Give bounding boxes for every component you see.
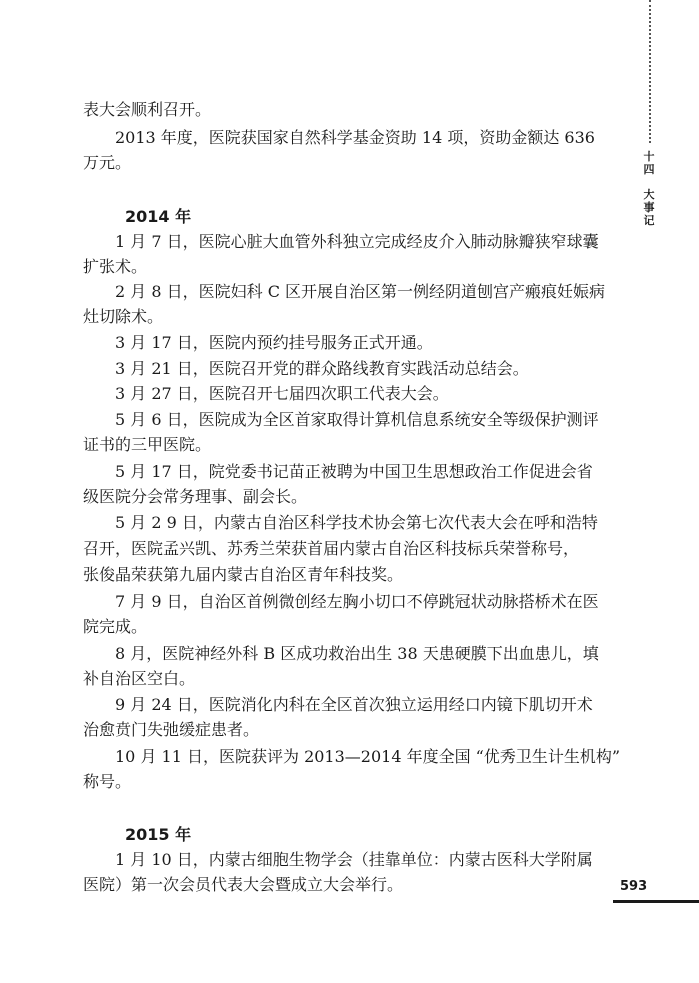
chapter-number-char: 十: [643, 150, 655, 163]
text-line: 2 月 8 日，医院妇科 C 区开展自治区第一例经阴道刨宫产瘢痕妊娠病: [83, 282, 606, 301]
text-line: 10 月 11 日，医院获评为 2013—2014 年度全国 “优秀卫生计生机构”: [83, 747, 621, 766]
text-line: 5 月 2 9 日，内蒙古自治区科学技术协会第七次代表大会在呼和浩特: [83, 513, 598, 532]
text-line: 治愈贲门失弛缓症患者。: [83, 720, 260, 739]
text-line: 医院）第一次会员代表大会暨成立大会举行。: [83, 875, 404, 894]
text-line: 召开，医院孟兴凯、苏秀兰荣获首届内蒙古自治区科技标兵荣誉称号，: [83, 539, 580, 558]
text-line: 1 月 7 日，医院心脏大血管外科独立完成经皮介入肺动脉瓣狭窄球囊: [83, 232, 599, 251]
text-line: 扩张术。: [83, 257, 148, 276]
chapter-title-char: 记: [643, 214, 655, 227]
text-line: 3 月 17 日，医院内预约挂号服务正式开通。: [83, 333, 433, 352]
page-number: 593: [620, 879, 648, 894]
text-line: 8 月，医院神经外科 B 区成功救治出生 38 天患硬膜下出血患儿，填: [83, 644, 599, 663]
text-line: 级医院分会常务理事、副会长。: [83, 487, 308, 506]
text-line: 张俊晶荣获第九届内蒙古自治区青年科技奖。: [83, 565, 404, 584]
text-line: 2013 年度，医院获国家自然科学基金资助 14 项，资助金额达 636: [83, 128, 595, 147]
text-line: 9 月 24 日，医院消化内科在全区首次独立运用经口内镜下肌切开术: [83, 695, 593, 714]
text-line: 称号。: [83, 772, 132, 791]
text-line: 证书的三甲医院。: [83, 435, 212, 454]
margin-dotted-rule: [649, 0, 651, 143]
text-line: 表大会顺利召开。: [83, 100, 212, 119]
chapter-title-char: 大: [643, 188, 655, 201]
text-line: 3 月 27 日，医院召开七届四次职工代表大会。: [83, 384, 449, 403]
text-line: 灶切除术。: [83, 307, 164, 326]
year-heading-2015: 2015 年: [125, 825, 192, 844]
text-line: 7 月 9 日，自治区首例微创经左胸小切口不停跳冠状动脉搭桥术在医: [83, 592, 599, 611]
text-line: 3 月 21 日，医院召开党的群众路线教育实践活动总结会。: [83, 359, 529, 378]
text-line: 补自治区空白。: [83, 669, 196, 688]
chapter-title-char: 事: [643, 201, 655, 214]
year-heading-2014: 2014 年: [125, 207, 192, 226]
text-line: 院完成。: [83, 617, 148, 636]
text-line: 5 月 6 日，医院成为全区首家取得计算机信息系统安全等级保护测评: [83, 410, 599, 429]
text-line: 5 月 17 日，院党委书记苗正被聘为中国卫生思想政治工作促进会省: [83, 462, 593, 481]
text-line: 1 月 10 日，内蒙古细胞生物学会（挂靠单位：内蒙古医科大学附属: [83, 850, 593, 869]
chapter-number-char: 四: [643, 163, 655, 176]
text-line: 万元。: [83, 153, 132, 172]
chapter-side-label: [642, 150, 656, 227]
